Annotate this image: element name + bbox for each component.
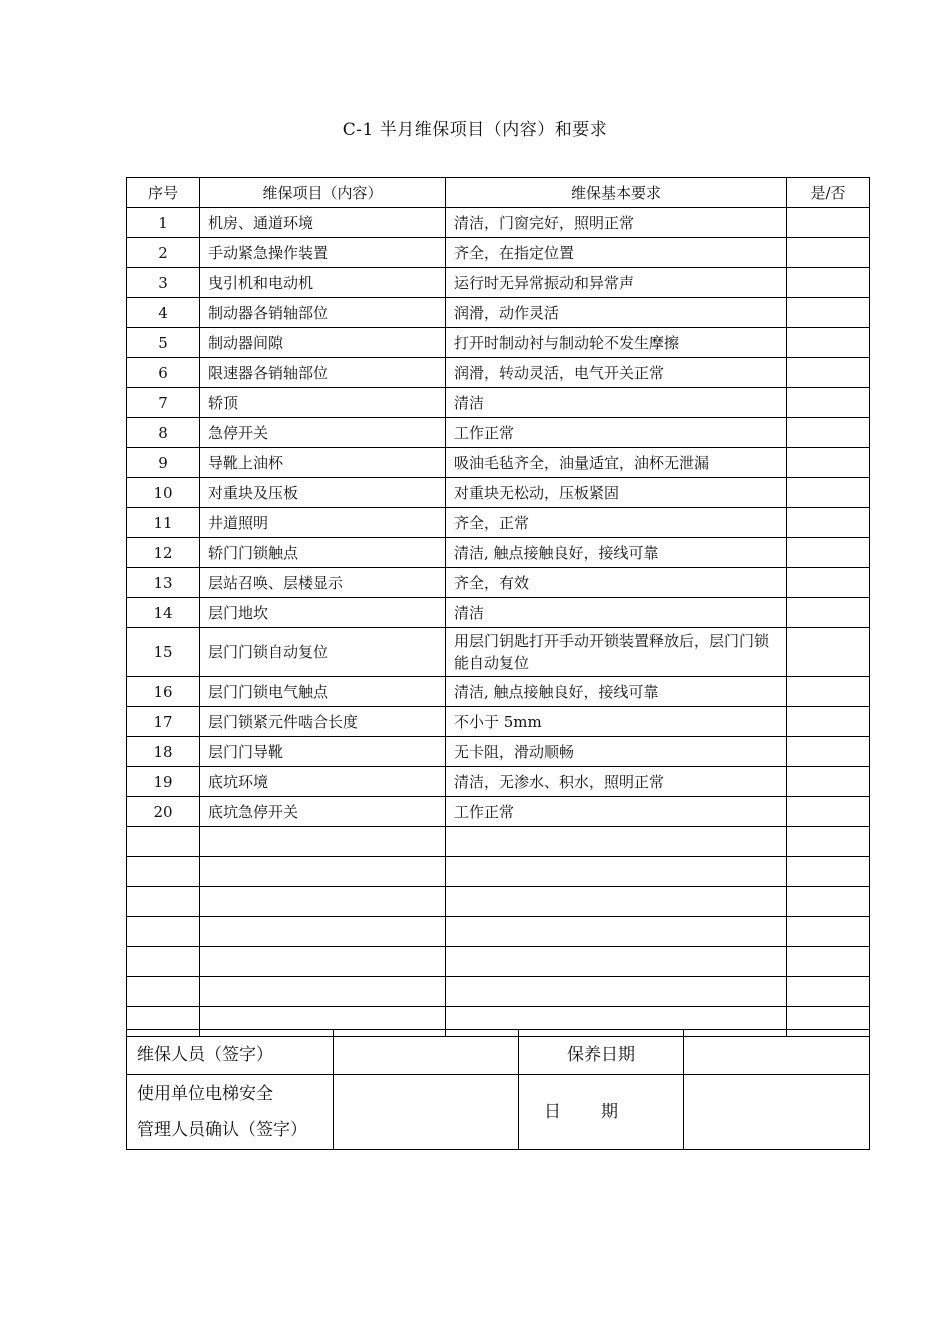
table-row [127,538,870,568]
table-row [127,677,870,707]
table-row [127,478,870,508]
row-check-cell[interactable] [787,598,870,628]
row-number: 6 [127,358,200,388]
row-requirement: 润滑，动作灵活 [446,298,787,328]
empty-cell[interactable] [446,977,787,1007]
empty-cell[interactable] [787,947,870,977]
maintainer-signature-field[interactable] [334,1030,519,1075]
row-check-cell[interactable] [787,328,870,358]
row-number: 9 [127,448,200,478]
maintenance-date-label: 保养日期 [519,1030,684,1075]
empty-table-row [127,977,870,1007]
table-row [127,628,870,677]
empty-cell[interactable] [787,917,870,947]
date-label: 日期 [544,1102,658,1122]
row-requirement: 清洁, 触点接触良好，接线可靠 [446,677,787,707]
table-body [127,208,870,1037]
empty-cell[interactable] [200,887,446,917]
empty-cell[interactable] [787,827,870,857]
row-requirement: 用层门钥匙打开手动开锁装置释放后，层门门锁能自动复位 [446,628,787,677]
row-number: 12 [127,538,200,568]
date-label-cell [519,1075,684,1150]
row-requirement: 运行时无异常振动和异常声 [446,268,787,298]
row-number: 15 [127,628,200,677]
row-requirement: 清洁，门窗完好，照明正常 [446,208,787,238]
manager-label-line2: 管理人员确认（签字） [137,1120,307,1140]
manager-label-line1: 使用单位电梯安全 [137,1084,273,1104]
table-row [127,568,870,598]
row-number: 7 [127,388,200,418]
table-row [127,448,870,478]
row-requirement: 无卡阻，滑动顺畅 [446,737,787,767]
row-number: 1 [127,208,200,238]
table-row [127,767,870,797]
row-requirement: 不小于 5mm [446,707,787,737]
empty-cell[interactable] [127,887,200,917]
row-item: 轿门门锁触点 [200,538,446,568]
row-number: 8 [127,418,200,448]
row-item: 层门门锁电气触点 [200,677,446,707]
row-number: 4 [127,298,200,328]
row-item: 轿顶 [200,388,446,418]
row-requirement: 工作正常 [446,797,787,827]
row-item: 手动紧急操作装置 [200,238,446,268]
row-item: 机房、通道环境 [200,208,446,238]
row-check-cell[interactable] [787,358,870,388]
empty-table-row [127,857,870,887]
table-row [127,598,870,628]
row-requirement: 清洁 [446,598,787,628]
row-item: 层站召唤、层楼显示 [200,568,446,598]
row-item: 底坑环境 [200,767,446,797]
row-check-cell[interactable] [787,767,870,797]
row-check-cell[interactable] [787,208,870,238]
row-number: 11 [127,508,200,538]
table-row [127,707,870,737]
row-item: 层门地坎 [200,598,446,628]
manager-label [127,1075,334,1150]
header-check: 是/否 [787,178,870,208]
row-number: 2 [127,238,200,268]
row-check-cell[interactable] [787,538,870,568]
empty-cell[interactable] [127,857,200,887]
row-requirement: 清洁 [446,388,787,418]
row-item: 层门门导靴 [200,737,446,767]
row-item: 急停开关 [200,418,446,448]
empty-cell[interactable] [127,827,200,857]
table-row [127,418,870,448]
table-row [127,328,870,358]
row-check-cell[interactable] [787,478,870,508]
row-check-cell[interactable] [787,268,870,298]
header-requirement: 维保基本要求 [446,178,787,208]
empty-cell[interactable] [446,827,787,857]
row-requirement: 齐全，在指定位置 [446,238,787,268]
row-number: 5 [127,328,200,358]
row-check-cell[interactable] [787,737,870,767]
empty-cell[interactable] [127,917,200,947]
maintainer-label: 维保人员（签字） [127,1030,334,1075]
row-requirement: 打开时制动衬与制动轮不发生摩擦 [446,328,787,358]
row-number: 17 [127,707,200,737]
empty-cell[interactable] [200,857,446,887]
table-row [127,238,870,268]
table-row [127,508,870,538]
table-row [127,208,870,238]
empty-cell[interactable] [200,947,446,977]
row-number: 3 [127,268,200,298]
row-item: 制动器间隙 [200,328,446,358]
empty-cell[interactable] [446,947,787,977]
table-row [127,797,870,827]
table-row [127,388,870,418]
maintenance-table [126,177,870,1037]
row-number: 18 [127,737,200,767]
row-requirement: 吸油毛毡齐全，油量适宜，油杯无泄漏 [446,448,787,478]
empty-cell[interactable] [446,887,787,917]
empty-table-row [127,947,870,977]
row-requirement: 齐全，正常 [446,508,787,538]
signature-row-maintainer [127,1030,870,1075]
row-check-cell[interactable] [787,448,870,478]
row-item: 对重块及压板 [200,478,446,508]
header-no: 序号 [127,178,200,208]
empty-table-row [127,887,870,917]
empty-table-row [127,917,870,947]
row-number: 20 [127,797,200,827]
row-check-cell[interactable] [787,568,870,598]
manager-signature-field[interactable] [334,1075,519,1150]
table-row [127,358,870,388]
row-item: 井道照明 [200,508,446,538]
empty-cell[interactable] [787,887,870,917]
row-requirement: 齐全，有效 [446,568,787,598]
row-requirement: 对重块无松动，压板紧固 [446,478,787,508]
row-check-cell[interactable] [787,628,870,677]
row-check-cell[interactable] [787,508,870,538]
row-number: 19 [127,767,200,797]
row-check-cell[interactable] [787,388,870,418]
empty-cell[interactable] [446,917,787,947]
row-requirement: 润滑，转动灵活，电气开关正常 [446,358,787,388]
row-check-cell[interactable] [787,418,870,448]
maintenance-date-field[interactable] [684,1030,870,1075]
empty-cell[interactable] [200,917,446,947]
page-title: C-1 半月维保项目（内容）和要求 [342,120,608,140]
row-requirement: 工作正常 [446,418,787,448]
row-check-cell[interactable] [787,238,870,268]
table-row [127,298,870,328]
row-item: 曳引机和电动机 [200,268,446,298]
header-item: 维保项目（内容） [200,178,446,208]
signature-table [126,1029,870,1150]
row-number: 16 [127,677,200,707]
empty-table-row [127,827,870,857]
row-item: 导靴上油杯 [200,448,446,478]
table-row [127,737,870,767]
row-item: 层门门锁自动复位 [200,628,446,677]
row-check-cell[interactable] [787,797,870,827]
empty-cell[interactable] [200,977,446,1007]
date-field[interactable] [684,1075,870,1150]
empty-cell[interactable] [127,977,200,1007]
row-number: 13 [127,568,200,598]
empty-cell[interactable] [787,857,870,887]
row-check-cell[interactable] [787,677,870,707]
empty-cell[interactable] [127,947,200,977]
row-item: 底坑急停开关 [200,797,446,827]
row-check-cell[interactable] [787,298,870,328]
signature-row-manager [127,1075,870,1150]
empty-cell[interactable] [446,857,787,887]
row-item: 层门锁紧元件啮合长度 [200,707,446,737]
row-number: 14 [127,598,200,628]
row-item: 限速器各销轴部位 [200,358,446,388]
row-number: 10 [127,478,200,508]
row-requirement: 清洁, 触点接触良好，接线可靠 [446,538,787,568]
empty-cell[interactable] [787,977,870,1007]
row-requirement: 清洁，无渗水、积水，照明正常 [446,767,787,797]
row-item: 制动器各销轴部位 [200,298,446,328]
table-header-row [127,178,870,208]
row-check-cell[interactable] [787,707,870,737]
table-row [127,268,870,298]
empty-cell[interactable] [200,827,446,857]
